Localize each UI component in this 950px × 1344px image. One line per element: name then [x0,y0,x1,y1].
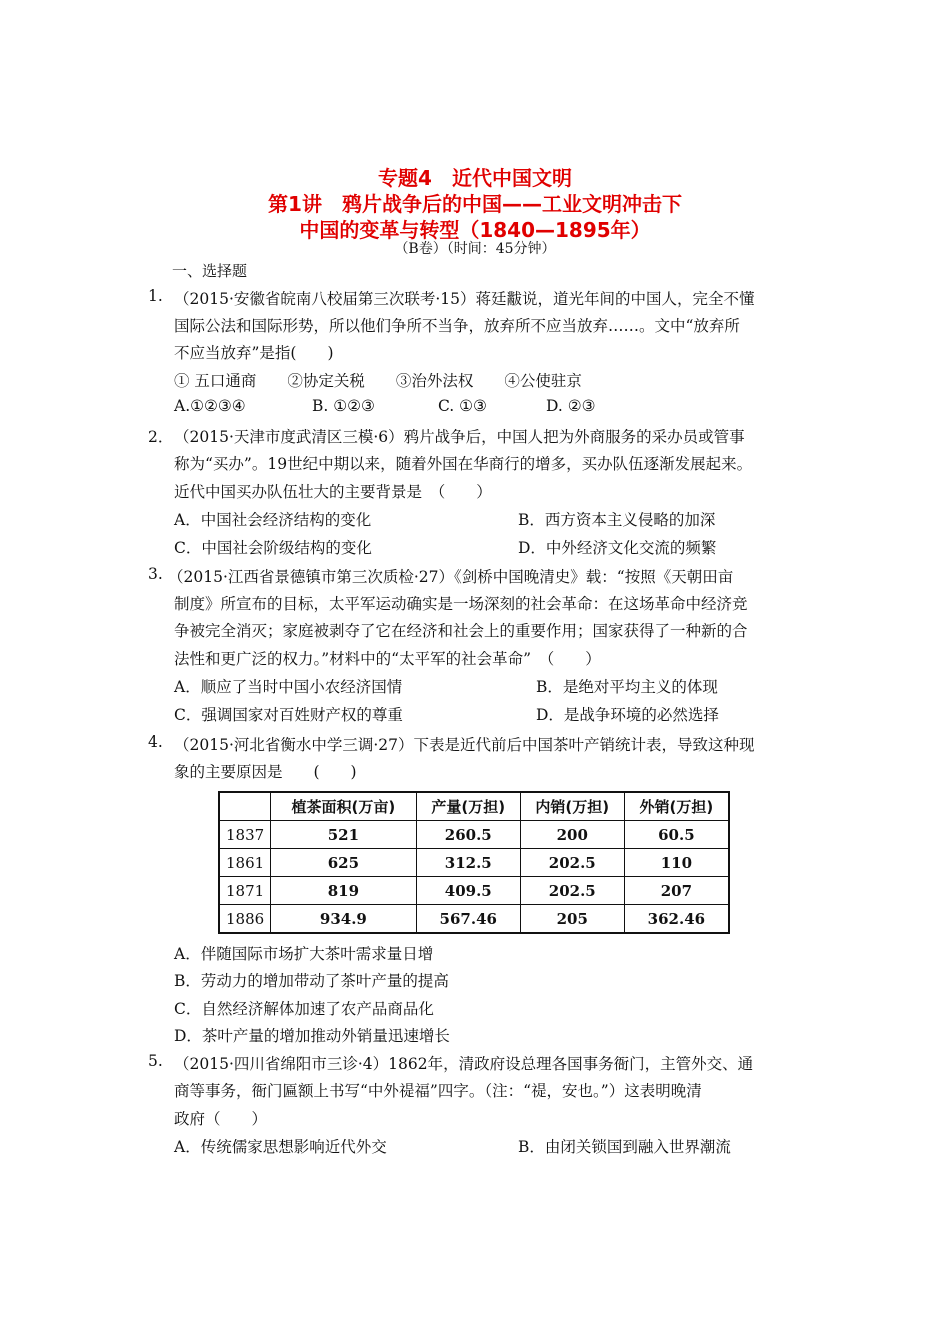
table-cell: 312.5 [416,849,520,877]
table-row [219,821,729,849]
question-number: 1. [148,287,163,305]
table-cell: 521 [271,821,417,849]
table-header-cell: 产量(万担) [416,792,520,821]
table-cell: 934.9 [271,905,417,934]
table-header-cell: 外销(万担) [624,792,729,821]
option-c: C．中国社会阶级结构的变化 [174,539,372,557]
table-cell: 60.5 [624,821,729,849]
question-text: 制度》所宣布的目标，太平军运动确实是一场深刻的社会革命：在这场革命中经济竞 [174,595,748,613]
table-row [219,905,729,934]
option-b: B．由闭关锁国到融入世界潮流 [518,1138,731,1156]
question-text: 法性和更广泛的权力。”材料中的“太平军的社会革命” （ ） [174,650,601,668]
question-items: ① 五口通商 ②协定关税 ③治外法权 ④公使驻京 [174,372,582,390]
paper-meta: （B卷）（时间：45分钟） [394,241,556,257]
table-cell-year: 1871 [219,877,271,905]
lesson-title-line1: 第1讲 鸦片战争后的中国——工业文明冲击下 [268,192,682,216]
table-cell: 200 [520,821,624,849]
option-a: A．顺应了当时中国小农经济国情 [174,678,403,696]
topic-title: 专题4 近代中国文明 [378,166,572,190]
option-a: A．中国社会经济结构的变化 [174,511,372,529]
table-cell: 205 [520,905,624,934]
option-b: B．劳动力的增加带动了茶叶产量的提高 [174,972,449,990]
question-text: 不应当放弃”是指( ) [174,344,334,362]
option-c: C．自然经济解体加速了农产品商品化 [174,1000,434,1018]
table-cell: 362.46 [624,905,729,934]
option-b: B．是绝对平均主义的体现 [536,678,718,696]
question-text: （2015·天津市度武清区三模·6）鸦片战争后，中国人把为外商服务的采办员或管事 [174,428,745,446]
option-a: A．伴随国际市场扩大茶叶需求量日增 [174,945,434,963]
option-a: A.①②③④ [174,397,246,415]
question-text: 争被完全消灭；家庭被剥夺了它在经济和社会上的重要作用；国家获得了一种新的合 [174,622,748,640]
question-text: 近代中国买办队伍壮大的主要背景是 （ ） [174,483,492,501]
option-d: D．茶叶产量的增加推动外销量迅速增长 [174,1027,450,1045]
option-b: B. ①②③ [312,397,375,415]
table-row [219,849,729,877]
table-header-cell: 植茶面积(万亩) [271,792,417,821]
question-text: 商等事务，衙门匾额上书写“中外禔福”四字。（注：“禔，安也。”）这表明晚清 [174,1082,702,1100]
table-cell-year: 1861 [219,849,271,877]
table-header-cell: 内销(万担) [520,792,624,821]
option-d: D．是战争环境的必然选择 [536,706,719,724]
question-text: 称为“买办”。19世纪中期以来，随着外国在华商行的增多，买办队伍逐渐发展起来。 [174,455,753,473]
option-c: C．强调国家对百姓财产权的尊重 [174,706,403,724]
table-cell: 202.5 [520,849,624,877]
option-d: D. ②③ [546,397,596,415]
section-heading: 一、选择题 [172,262,248,280]
table-header-row [219,792,729,821]
tea-statistics-table [218,791,730,934]
question-number: 2． [148,428,174,446]
table-cell-year: 1837 [219,821,271,849]
question-text: 象的主要原因是 ( ) [174,763,357,781]
question-text: （2015·安徽省皖南八校届第三次联考·15）蒋廷黻说，道光年间的中国人，完全不懂 [174,290,755,308]
table-cell: 567.46 [416,905,520,934]
table-header-cell [219,792,271,821]
option-d: D．中外经济文化交流的频繁 [518,539,717,557]
question-number: 5. [148,1052,163,1070]
table-cell: 207 [624,877,729,905]
table-cell: 202.5 [520,877,624,905]
table-row [219,877,729,905]
question-text: （2015·四川省绵阳市三诊·4）1862年，清政府设总理各国事务衙门，主管外交、通 [174,1055,754,1073]
question-text: （2015·江西省景德镇市第三次质检·27）《剑桥中国晚清史》载：“按照《天朝田亩 [168,568,734,586]
table-cell: 110 [624,849,729,877]
option-a: A．传统儒家思想影响近代外交 [174,1138,387,1156]
option-c: C. ①③ [438,397,487,415]
table-cell: 260.5 [416,821,520,849]
question-text: 国际公法和国际形势，所以他们争所不当争，放弃所不应当放弃……。文中“放弃所 [174,317,740,335]
table-cell: 819 [271,877,417,905]
question-number: 3. [148,565,163,583]
table-cell: 625 [271,849,417,877]
table-cell-year: 1886 [219,905,271,934]
option-b: B．西方资本主义侵略的加深 [518,511,716,529]
question-number: 4. [148,733,163,751]
table-cell: 409.5 [416,877,520,905]
question-text: 政府（ ） [174,1110,268,1128]
question-text: （2015·河北省衡水中学三调·27）下表是近代前后中国茶叶产销统计表，导致这种现 [174,736,755,754]
lesson-title-line2: 中国的变革与转型（1840—1895年） [299,218,651,242]
